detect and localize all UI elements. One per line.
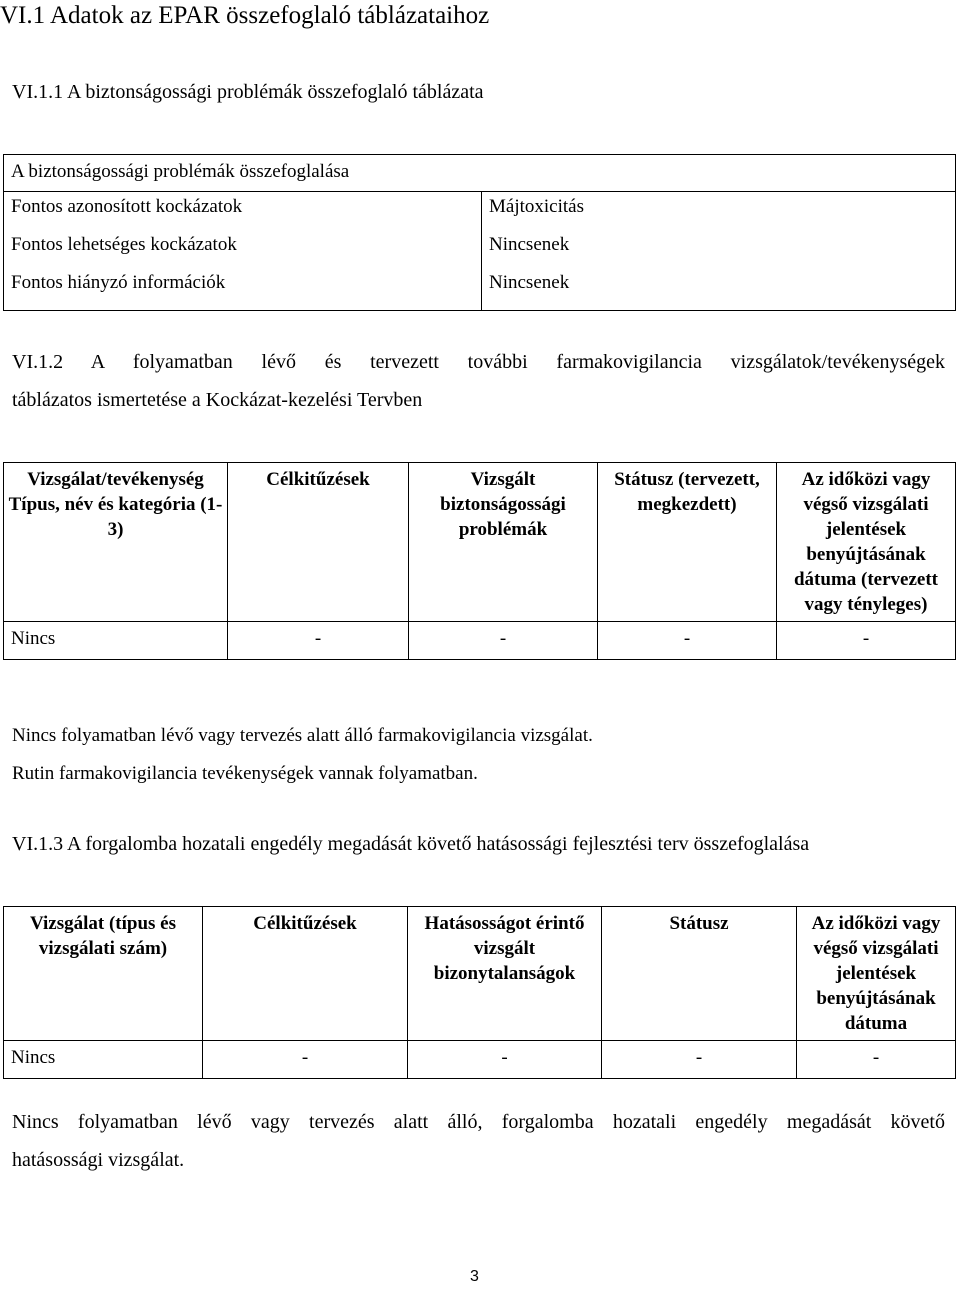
- safety-summary-table: [3, 154, 956, 311]
- table-header: Státusz (tervezett, megkezdett): [598, 463, 777, 622]
- table-cell: -: [203, 1041, 408, 1079]
- note-line: Nincs folyamatban lévő vagy tervezés alatt álló, forgalomba hozatali engedély megadását követő: [12, 1111, 945, 1133]
- table-header: Státusz: [602, 907, 797, 1041]
- page-number: 3: [470, 1268, 479, 1285]
- note-line: hatásossági vizsgálat.: [12, 1149, 185, 1171]
- table-cell: -: [777, 622, 956, 660]
- table-header: Vizsgálat/tevékenység Típus, név és kategória (1-3): [4, 463, 228, 622]
- note-line: Rutin farmakovigilancia tevékenységek vannak folyamatban.: [12, 763, 478, 784]
- table-header: Vizsgált biztonságossági problémák: [409, 463, 598, 622]
- section-heading-vi1: VI.1 Adatok az EPAR összefoglaló táblázataihoz: [0, 2, 490, 29]
- table-cell: -: [598, 622, 777, 660]
- section-heading-vi11: VI.1.1 A biztonságossági problémák összefoglaló táblázata: [12, 81, 484, 103]
- table-cell: -: [797, 1041, 956, 1079]
- table-header: Célkitűzések: [228, 463, 409, 622]
- section-heading-vi13: VI.1.3 A forgalomba hozatali engedély megadását követő hatásossági fejlesztési terv összefoglalása: [12, 833, 810, 855]
- table-row-label: Fontos hiányzó információk: [4, 268, 482, 311]
- table-row-value: Nincsenek: [482, 230, 956, 268]
- efficacy-development-table: [3, 906, 956, 1079]
- table-header: Az időközi vagy végső vizsgálati jelentések benyújtásának dátuma (tervezett vagy tényleges): [777, 463, 956, 622]
- pv-note: [12, 717, 593, 793]
- table-cell: -: [408, 1041, 602, 1079]
- table-header: Hatásosságot érintő vizsgált bizonytalanságok: [408, 907, 602, 1041]
- table-cell: -: [409, 622, 598, 660]
- table-cell: -: [602, 1041, 797, 1079]
- table-row-label: Fontos lehetséges kockázatok: [4, 230, 482, 268]
- table-header: Vizsgálat (típus és vizsgálati szám): [4, 907, 203, 1041]
- pharmacovigilance-table: [3, 462, 956, 660]
- heading-line: táblázatos ismertetése a Kockázat-kezelési Tervben: [12, 389, 423, 411]
- table-row-value: Májtoxicitás: [482, 192, 956, 231]
- note-line: Nincs folyamatban lévő vagy tervezés alatt álló farmakovigilancia vizsgálat.: [12, 725, 593, 746]
- table-header: Az időközi vagy végső vizsgálati jelentések benyújtásának dátuma: [797, 907, 956, 1041]
- section-heading-vi12: [12, 343, 945, 419]
- heading-line: VI.1.2 A folyamatban lévő és tervezett további farmakovigilancia vizsgálatok/tevékenységek: [12, 351, 945, 373]
- table-cell: Nincs: [4, 622, 228, 660]
- table-row-label: Fontos azonosított kockázatok: [4, 192, 482, 231]
- table-row-value: Nincsenek: [482, 268, 956, 311]
- table-cell: -: [228, 622, 409, 660]
- table-header: Célkitűzések: [203, 907, 408, 1041]
- safety-summary-title: A biztonságossági problémák összefoglalása: [4, 155, 956, 192]
- table-cell: Nincs: [4, 1041, 203, 1079]
- efficacy-note: [12, 1103, 945, 1179]
